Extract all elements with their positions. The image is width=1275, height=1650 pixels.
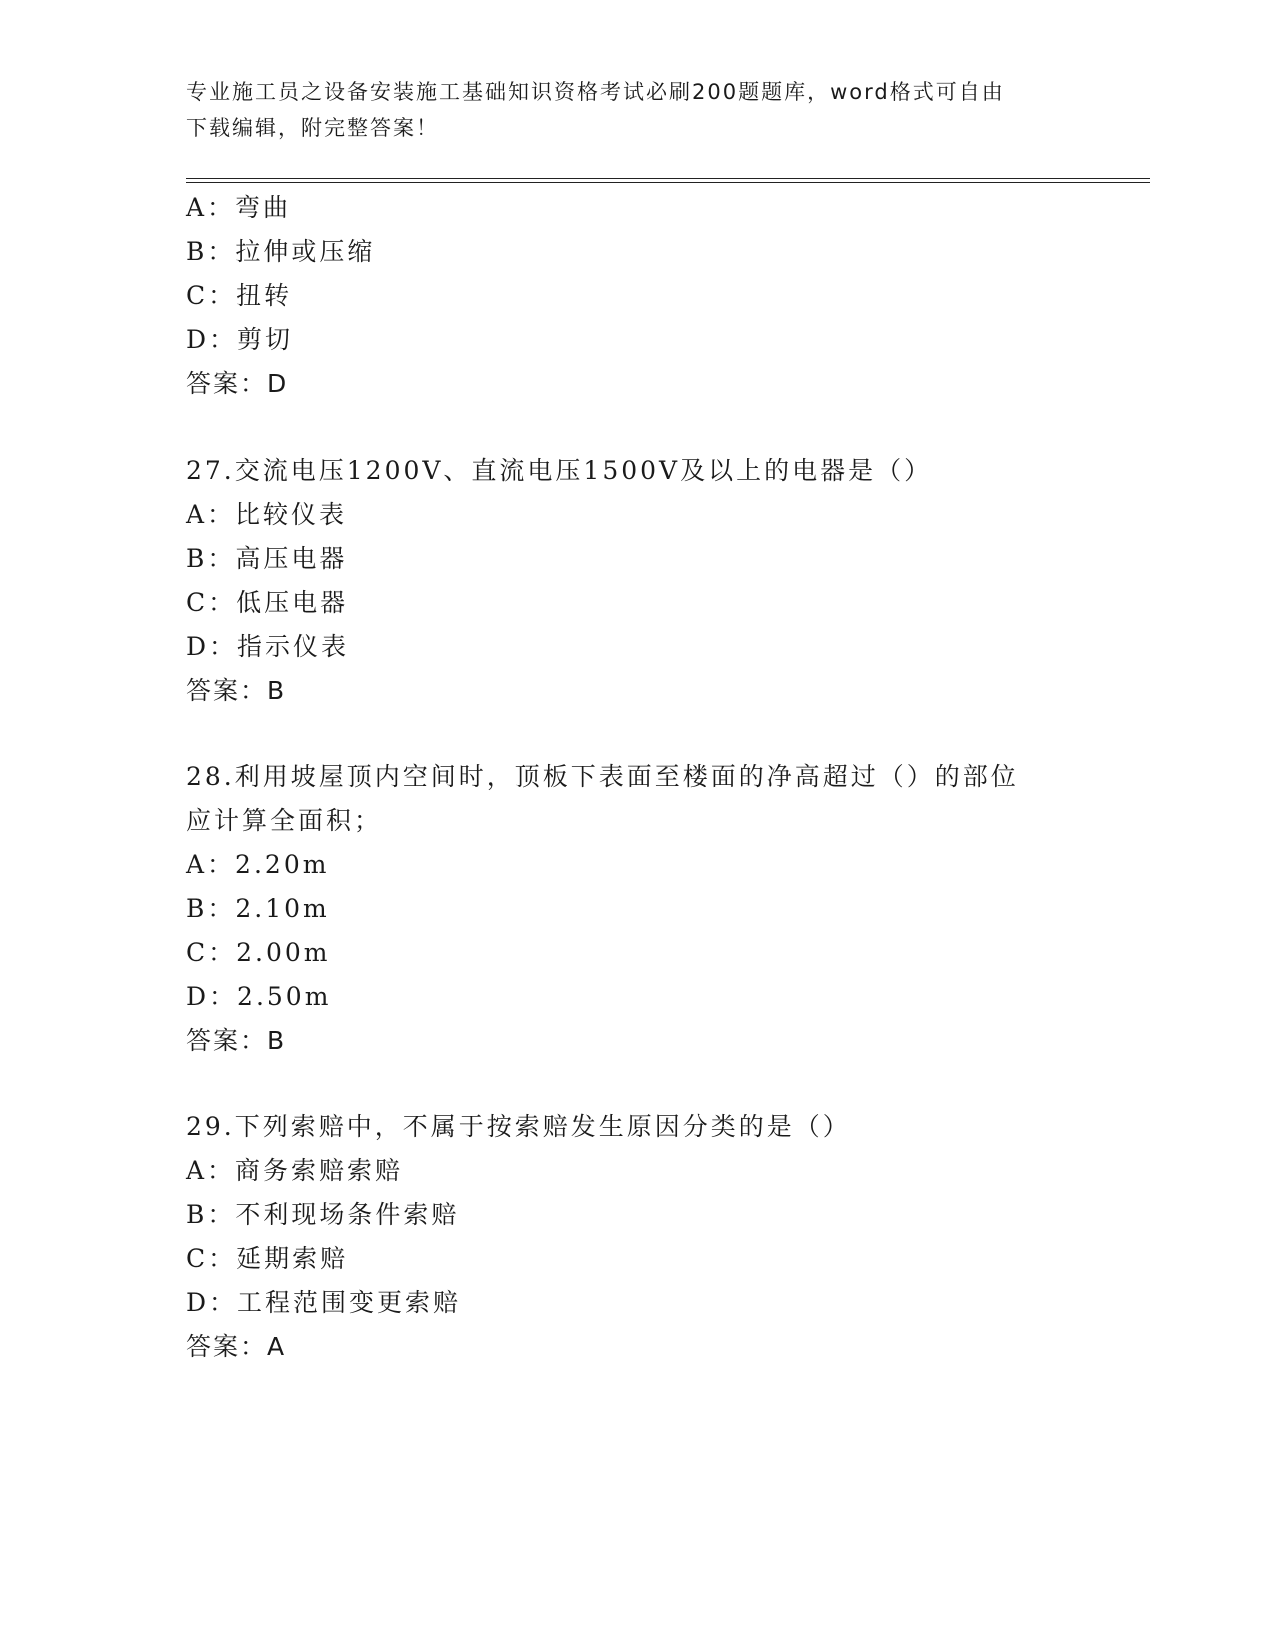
option-a: A：商务索赔索赔 [186, 1156, 404, 1185]
option-b: B：2.10m [186, 894, 330, 923]
option-d: D：指示仪表 [186, 632, 350, 661]
header-divider-top [186, 178, 1150, 179]
question-stem: 27.交流电压1200V、直流电压1500V及以上的电器是（） [186, 456, 933, 485]
answer-line: 答案：B [186, 1026, 287, 1055]
option-a: A：弯曲 [186, 193, 292, 222]
option-c: C：2.00m [186, 938, 331, 967]
question-stem: 29.下列索赔中，不属于按索赔发生原因分类的是（） [186, 1112, 851, 1141]
option-d: D：剪切 [186, 325, 294, 354]
option-c: C：低压电器 [186, 588, 349, 617]
answer-line: 答案：B [186, 676, 287, 705]
option-c: C：延期索赔 [186, 1244, 349, 1273]
question-stem-continued: 应计算全面积； [186, 806, 383, 835]
document-header [186, 74, 1086, 146]
option-b: B：拉伸或压缩 [186, 237, 376, 266]
option-d: D：工程范围变更索赔 [186, 1288, 462, 1317]
option-c: C：扭转 [186, 281, 293, 310]
header-line-1: 专业施工员之设备安装施工基础知识资格考试必刷200题题库，word格式可自由 [186, 80, 1005, 104]
question-stem: 28.利用坡屋顶内空间时，顶板下表面至楼面的净高超过（）的部位 [186, 762, 1019, 791]
option-d: D：2.50m [186, 982, 332, 1011]
option-b: B：不利现场条件索赔 [186, 1200, 460, 1229]
header-divider-bottom [186, 182, 1150, 183]
header-line-2: 下载编辑，附完整答案！ [186, 116, 439, 140]
option-a: A：比较仪表 [186, 500, 348, 529]
option-b: B：高压电器 [186, 544, 348, 573]
answer-line: 答案：D [186, 369, 289, 398]
option-a: A：2.20m [186, 850, 330, 879]
answer-line: 答案：A [186, 1332, 287, 1361]
